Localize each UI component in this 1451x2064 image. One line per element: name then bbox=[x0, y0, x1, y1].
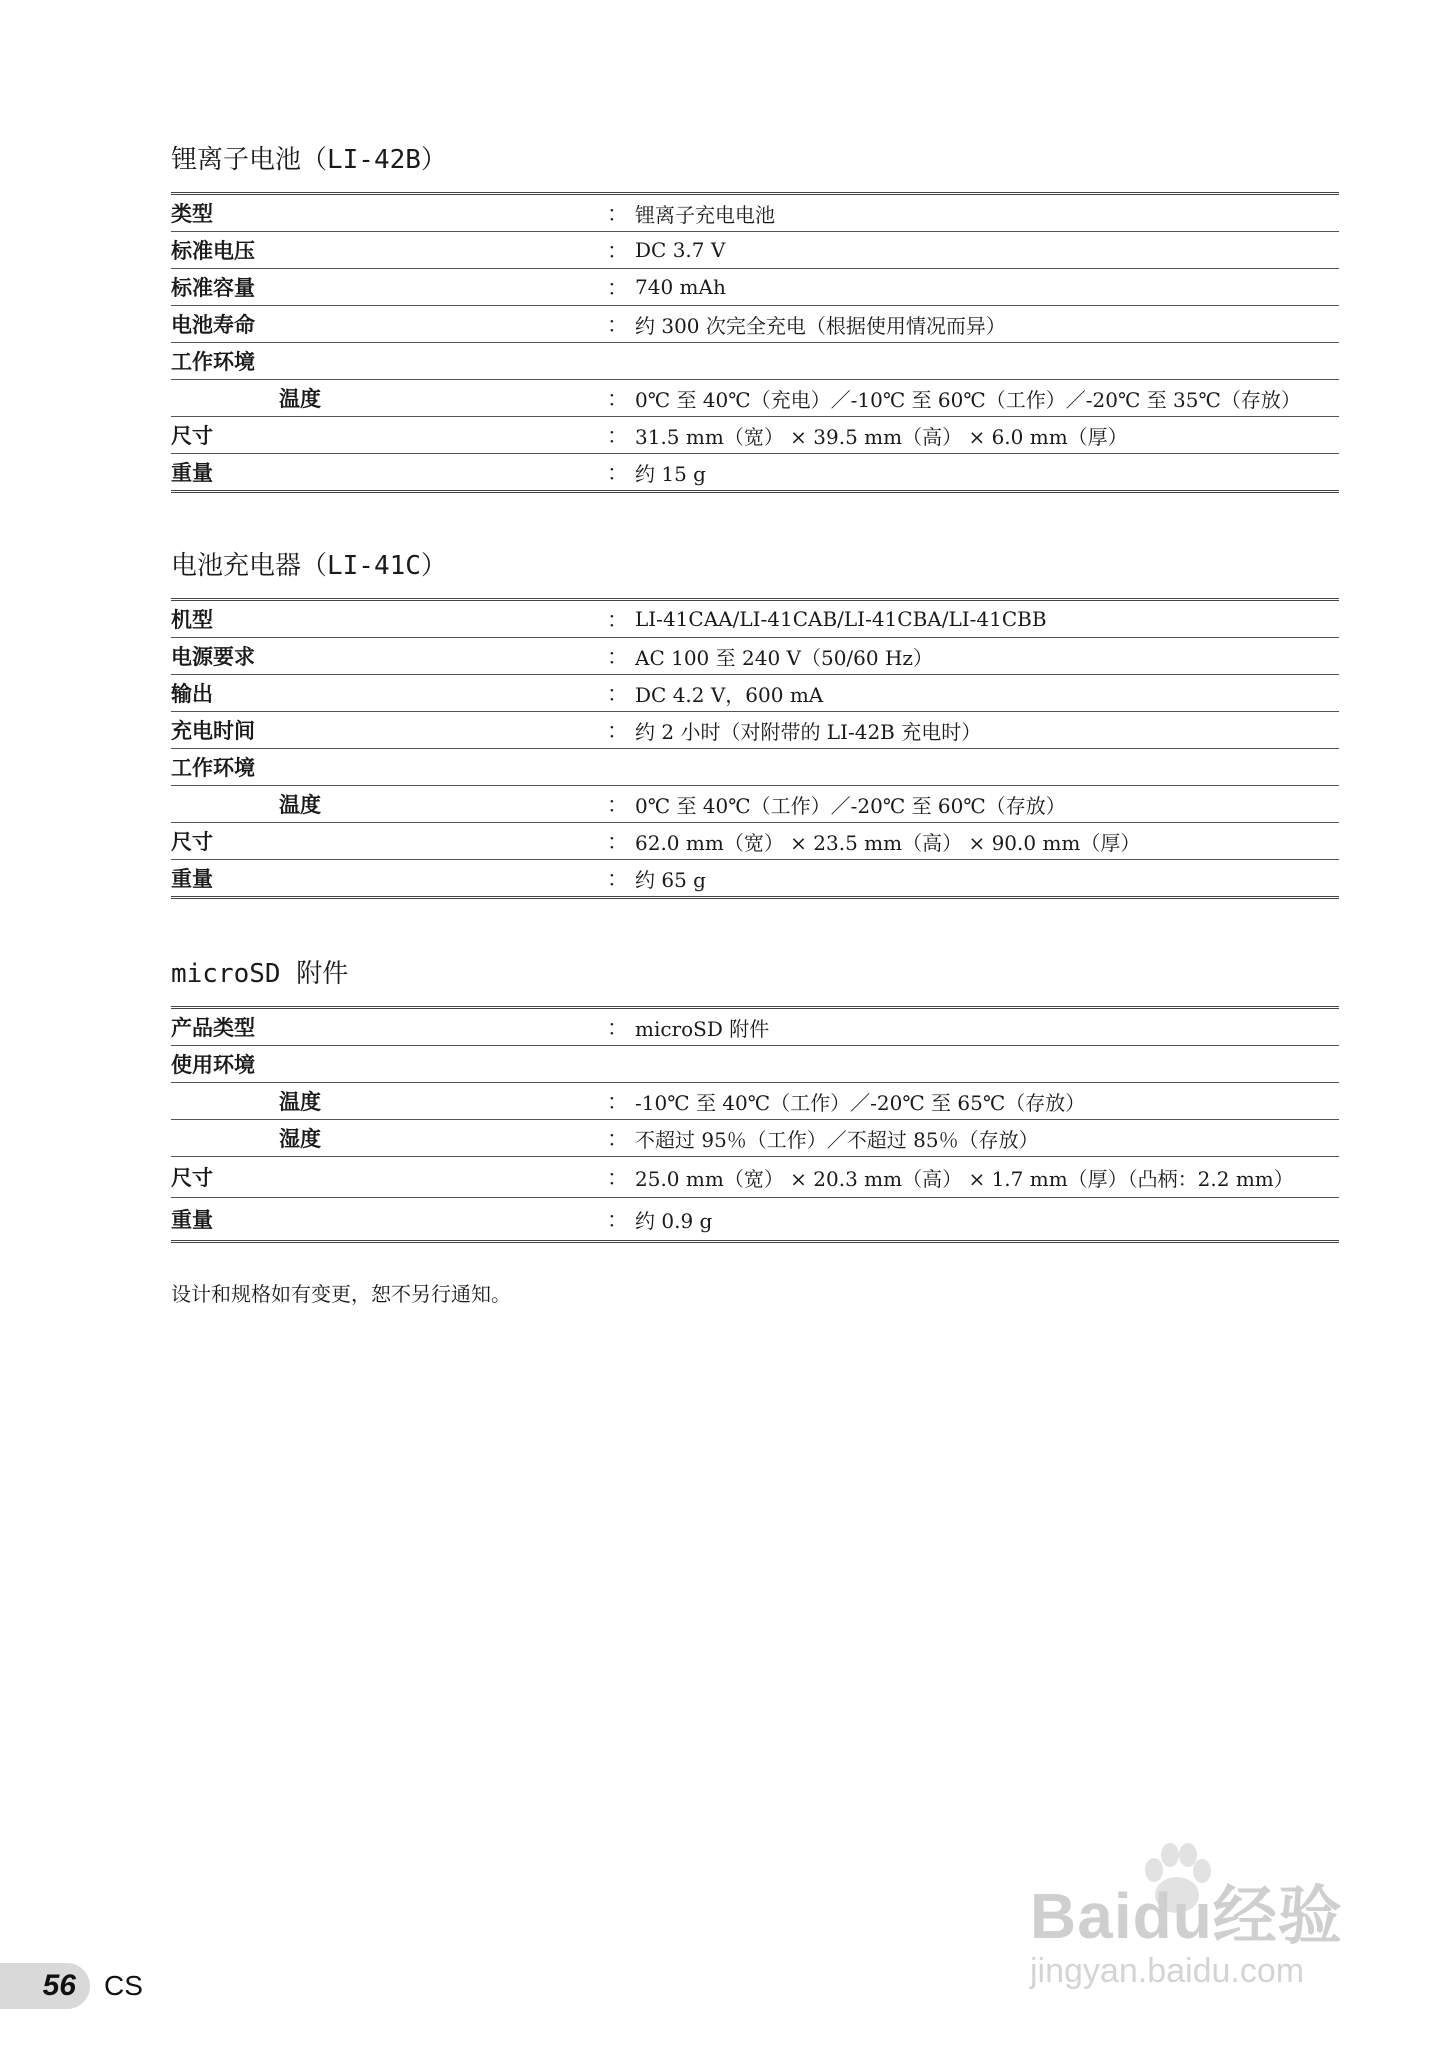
microsd-spec-table bbox=[171, 1006, 1339, 1243]
spec-sublabel: 温度 bbox=[279, 1090, 321, 1114]
spec-row bbox=[171, 232, 1339, 269]
spec-label: 重量 bbox=[171, 461, 213, 485]
spec-row bbox=[171, 675, 1339, 712]
spec-row bbox=[171, 1046, 1339, 1083]
colon: ： bbox=[607, 313, 628, 337]
spec-row bbox=[171, 343, 1339, 380]
spec-value: 约 65 g bbox=[635, 867, 706, 892]
colon: ： bbox=[607, 867, 628, 891]
colon: ： bbox=[607, 1127, 628, 1151]
spec-row bbox=[171, 269, 1339, 306]
spec-row bbox=[171, 1008, 1339, 1046]
spec-value: 不超过 95％（工作）／不超过 85％（存放） bbox=[635, 1127, 1039, 1152]
spec-row bbox=[171, 823, 1339, 860]
section-title: 电池充电器（LI-41C） bbox=[171, 551, 447, 581]
colon: ： bbox=[607, 645, 628, 669]
spec-value bbox=[635, 343, 1339, 380]
spec-label: 尺寸 bbox=[171, 830, 213, 854]
spec-row bbox=[171, 860, 1339, 898]
watermark-brand: Baidu经验 bbox=[1030, 1880, 1343, 1952]
battery-section bbox=[171, 140, 1339, 493]
colon-empty bbox=[607, 749, 635, 786]
section-title: 锂离子电池（LI-42B） bbox=[171, 145, 447, 175]
spec-value: 0℃ 至 40℃（工作）／-20℃ 至 60℃（存放） bbox=[635, 793, 1066, 818]
spec-row bbox=[171, 1198, 1339, 1242]
page-number: 56 bbox=[0, 1963, 90, 2009]
spec-row bbox=[171, 380, 1339, 417]
disclaimer-note: 设计和规格如有变更，恕不另行通知。 bbox=[171, 1282, 511, 1306]
spec-label: 电池寿命 bbox=[171, 313, 255, 337]
spec-row bbox=[171, 749, 1339, 786]
language-code: CS bbox=[104, 1970, 143, 2001]
spec-value: LI-41CAA/LI-41CAB/LI-41CBA/LI-41CBB bbox=[635, 607, 1047, 631]
spec-value: DC 4.2 V，600 mA bbox=[635, 682, 824, 707]
colon: ： bbox=[607, 1166, 628, 1190]
colon: ： bbox=[607, 461, 628, 485]
spec-value: 0℃ 至 40℃（充电）／-10℃ 至 60℃（工作）／-20℃ 至 35℃（存放） bbox=[635, 387, 1301, 412]
spec-label: 重量 bbox=[171, 1208, 213, 1232]
spec-value bbox=[635, 1046, 1339, 1083]
spec-label: 充电时间 bbox=[171, 719, 255, 743]
colon: ： bbox=[607, 387, 628, 411]
battery-spec-table bbox=[171, 192, 1339, 493]
spec-sublabel: 温度 bbox=[279, 387, 321, 411]
spec-label: 工作环境 bbox=[171, 756, 255, 780]
colon: ： bbox=[607, 1208, 628, 1232]
spec-value: AC 100 至 240 V（50/60 Hz） bbox=[635, 645, 933, 670]
spec-label: 产品类型 bbox=[171, 1016, 255, 1040]
spec-sublabel: 湿度 bbox=[279, 1127, 321, 1151]
spec-row bbox=[171, 1120, 1339, 1157]
spec-row bbox=[171, 600, 1339, 638]
spec-label: 重量 bbox=[171, 867, 213, 891]
colon-empty bbox=[607, 1046, 635, 1083]
colon: ： bbox=[607, 719, 628, 743]
spec-row bbox=[171, 712, 1339, 749]
microsd-section bbox=[171, 954, 1339, 1243]
colon: ： bbox=[607, 608, 628, 632]
spec-row bbox=[171, 786, 1339, 823]
spec-value: 约 2 小时（对附带的 LI-42B 充电时） bbox=[635, 719, 982, 744]
spec-label: 电源要求 bbox=[171, 645, 255, 669]
colon: ： bbox=[607, 239, 628, 263]
spec-label: 标准容量 bbox=[171, 276, 255, 300]
spec-value: 约 300 次完全充电（根据使用情况而异） bbox=[635, 313, 1006, 338]
colon: ： bbox=[607, 276, 628, 300]
charger-section bbox=[171, 546, 1339, 899]
spec-value: -10℃ 至 40℃（工作）／-20℃ 至 65℃（存放） bbox=[635, 1090, 1086, 1115]
spec-value: 740 mAh bbox=[635, 275, 726, 299]
colon: ： bbox=[607, 830, 628, 854]
spec-value bbox=[635, 749, 1339, 786]
spec-row bbox=[171, 1157, 1339, 1198]
spec-row bbox=[171, 417, 1339, 454]
spec-row bbox=[171, 1083, 1339, 1120]
spec-value: 31.5 mm（宽） × 39.5 mm（高） × 6.0 mm（厚） bbox=[635, 424, 1128, 449]
spec-label: 使用环境 bbox=[171, 1053, 255, 1077]
spec-label: 尺寸 bbox=[171, 424, 213, 448]
watermark-url: jingyan.baidu.com bbox=[1030, 1952, 1305, 1990]
colon: ： bbox=[607, 424, 628, 448]
spec-row bbox=[171, 306, 1339, 343]
spec-value: 约 15 g bbox=[635, 461, 706, 486]
spec-value: 62.0 mm（宽） × 23.5 mm（高） × 90.0 mm（厚） bbox=[635, 830, 1141, 855]
colon-empty bbox=[607, 343, 635, 380]
colon: ： bbox=[607, 682, 628, 706]
spec-row bbox=[171, 194, 1339, 232]
spec-label: 工作环境 bbox=[171, 350, 255, 374]
spec-label: 输出 bbox=[171, 682, 213, 706]
section-title: microSD 附件 bbox=[171, 959, 349, 989]
spec-row bbox=[171, 454, 1339, 492]
spec-value: microSD 附件 bbox=[635, 1016, 770, 1041]
spec-label: 标准电压 bbox=[171, 239, 255, 263]
charger-spec-table bbox=[171, 598, 1339, 899]
spec-sublabel: 温度 bbox=[279, 793, 321, 817]
spec-label: 类型 bbox=[171, 202, 213, 226]
spec-value: 锂离子充电电池 bbox=[635, 202, 775, 227]
spec-label: 机型 bbox=[171, 608, 213, 632]
spec-row bbox=[171, 638, 1339, 675]
spec-value: 约 0.9 g bbox=[635, 1208, 713, 1233]
colon: ： bbox=[607, 793, 628, 817]
spec-label: 尺寸 bbox=[171, 1166, 213, 1190]
colon: ： bbox=[607, 1090, 628, 1114]
colon: ： bbox=[607, 1016, 628, 1040]
colon: ： bbox=[607, 202, 628, 226]
spec-value: 25.0 mm（宽） × 20.3 mm（高） × 1.7 mm（厚）（凸柄：2.2 mm） bbox=[635, 1166, 1294, 1191]
spec-value: DC 3.7 V bbox=[635, 238, 726, 262]
